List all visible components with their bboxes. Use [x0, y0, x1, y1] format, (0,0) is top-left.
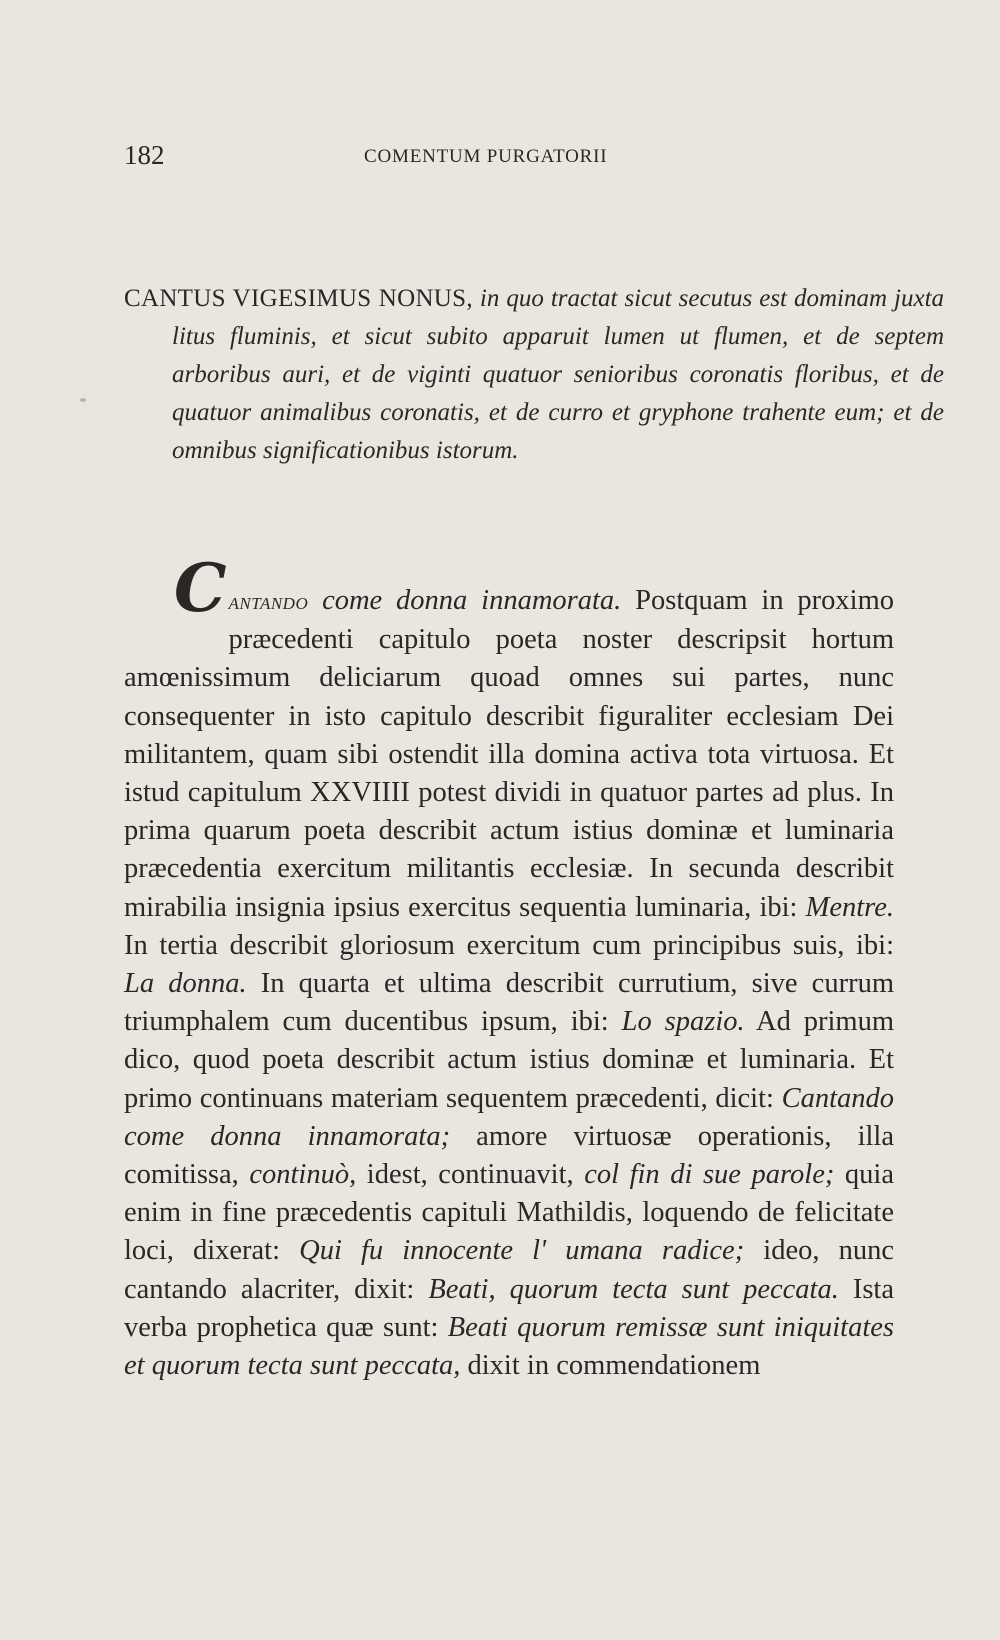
- body-text-segment: amore virtuosæ operationis, illa comitissa,: [124, 1120, 894, 1191]
- body-text-segment: In tertia describit gloriosum exercitum cum principibus suis, ibi:: [124, 929, 894, 961]
- quote-mentre: Mentre.: [805, 891, 894, 923]
- drop-cap: C: [174, 549, 227, 627]
- quote-qui-fu: Qui fu innocente l' umana radice;: [299, 1235, 745, 1267]
- paper-spot: [80, 398, 86, 402]
- opening-smallcaps: antando: [228, 589, 309, 615]
- body-text-segment: quia enim in fine præcedentis capituli Mathildis, loquendo de felicitate loci, dixerat:: [124, 1159, 894, 1267]
- quote-beati-quorum: Beati quorum remissæ sunt iniquitates et quorum tecta sunt peccata,: [124, 1311, 894, 1382]
- page-number: 182: [124, 140, 165, 170]
- running-head: COMENTUM PURGATORII: [364, 146, 608, 167]
- canto-argument: [124, 280, 944, 470]
- body-text-segment: ideo, nunc cantando alacriter, dixit:: [124, 1235, 894, 1305]
- quote-la-donna: La donna.: [124, 968, 247, 1000]
- quote-lo-spazio: Lo spazio.: [621, 1006, 745, 1038]
- body-text-segment: In quarta et ultima describit currutium, sive currum triumphalem cum ducentibus ipsum, ibi:: [124, 968, 894, 1038]
- canto-summary: in quo tractat sicut secutus est dominam juxta litus fluminis, et sicut subito apparuit lumen ut flumen, et de septem arboribus auri, et de viginti quatuor senioribus coronatis floribus, et de quatuor animalibus coronatis, et de curro et gryphone trahente eum; et de omnibus significationibus istorum.: [172, 285, 945, 464]
- quote-col-fin: col fin di sue parole;: [584, 1159, 835, 1191]
- opening-quote: come donna innamorata.: [322, 585, 622, 616]
- body-text-segment: idest, continuavit,: [356, 1159, 585, 1191]
- quote-continuo: continuò,: [249, 1159, 357, 1191]
- body-text-segment: Postquam in proximo præcedenti capitulo poeta noster descripsit hortum amœnissimum deliciarum quoad omnes sui partes, nunc consequenter in isto capitulo describit figuraliter ecclesiam Dei militantem, quam sibi ostendit illa domina activa tota virtuosa. Et istud capitulum XXVIIII potest dividi in quatuor partes ad plus. In prima quarum poeta describit actum istius dominæ et luminaria præcedentia exercitum militantis ecclesiæ. In secunda describit mirabilia insignia ipsius exercitus sequentia luminaria, ibi:: [124, 585, 894, 923]
- body-text-segment: Ad primum dico, quod poeta describit actum istius dominæ et luminaria. Et primo continuans materiam sequentem præcedenti, dicit:: [124, 1006, 895, 1114]
- quote-cantando: Cantando come donna innamorata;: [124, 1082, 894, 1152]
- body-text-segment: dixit in commendationem: [460, 1350, 761, 1382]
- body-text-segment: Ista verba prophetica quæ sunt:: [124, 1273, 894, 1343]
- page-header: [124, 140, 894, 180]
- quote-beati: Beati, quorum tecta sunt peccata.: [428, 1273, 839, 1305]
- commentary-body: [124, 549, 895, 1385]
- canto-heading: CANTUS VIGESIMUS NONUS,: [124, 285, 473, 312]
